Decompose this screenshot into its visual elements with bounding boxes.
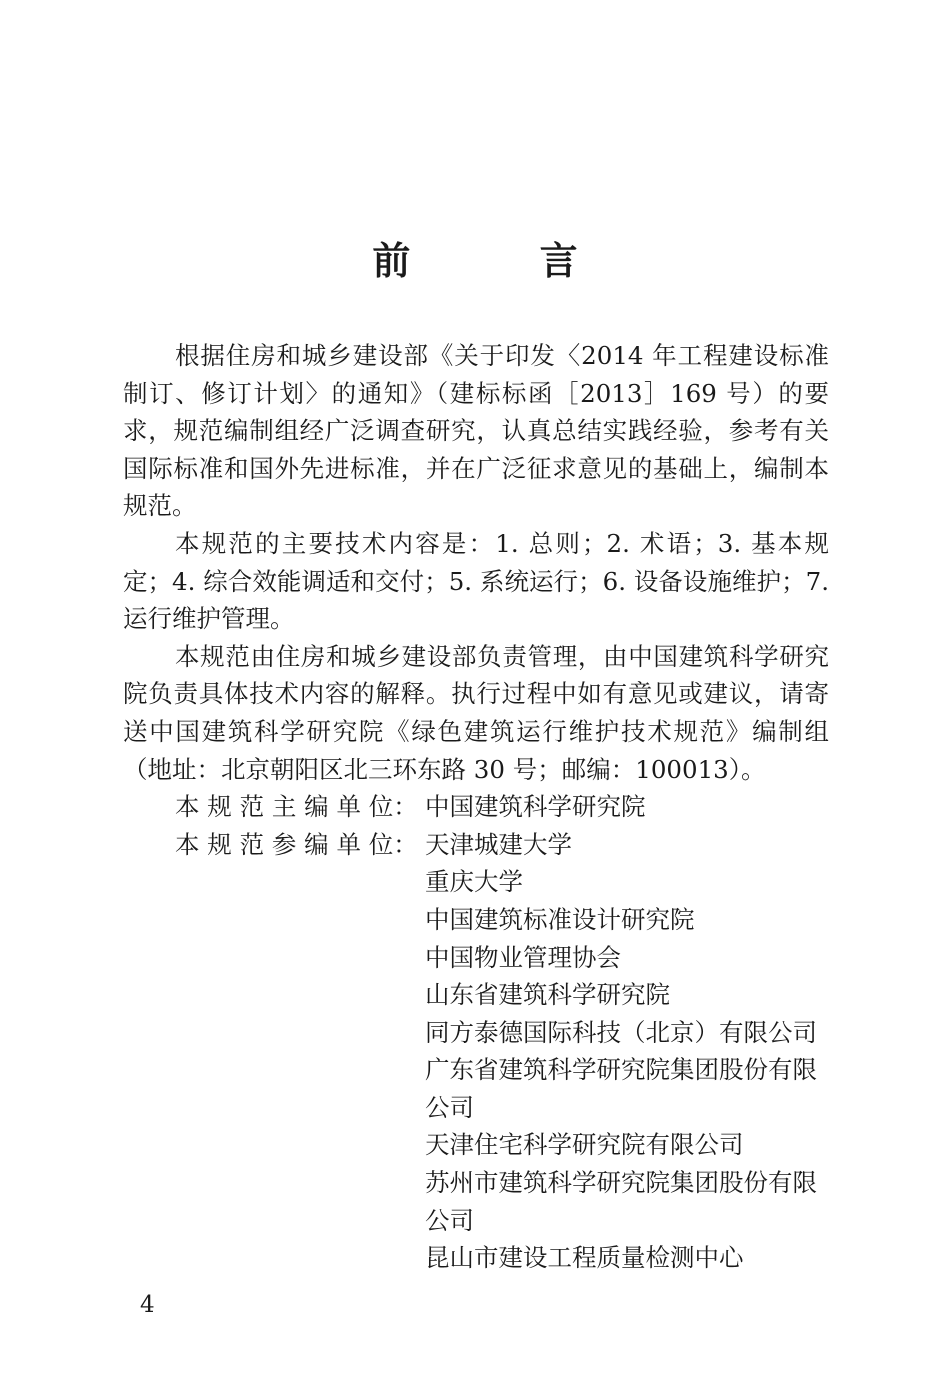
preface-paragraph-basis: 根据住房和城乡建设部《关于印发〈2014 年工程建设标准制订、修订计划〉的通知》（建标标函［2013］169 号）的要求，规范编制组经广泛调查研究，认真总结实践经验，参考有关国际标准和国外先进标准，并在广泛征求意见的基础上，编制本规范。 — [123, 341, 829, 521]
chief-editor-unit: 中国建筑科学研究院 — [425, 792, 646, 822]
participating-unit: 同方泰德国际科技（北京）有限公司 — [425, 1017, 817, 1047]
participating-unit: 广东省建筑科学研究院集团股份有限公司 — [425, 1055, 817, 1122]
chief-editor-unit-label: 本 规 范 主 编 单 位： — [175, 792, 418, 822]
participating-unit-first: 天津城建大学 — [425, 829, 572, 859]
preface-paragraph-management: 本规范由住房和城乡建设部负责管理，由中国建筑科学研究院负责具体技术内容的解释。执行过程中如有意见或建议，请寄送中国建筑科学研究院《绿色建筑运行维护技术规范》编制组（地址：北京朝阳区北三环东路 30 号；邮编：100013）。 — [123, 641, 829, 784]
page-title: 前 言 — [372, 238, 636, 283]
preface-paragraph-contents: 本规范的主要技术内容是：1. 总则；2. 术语；3. 基本规定；4. 综合效能调适和交付；5. 系统运行；6. 设备设施维护；7. 运行维护管理。 — [123, 528, 829, 634]
participating-unit: 苏州市建筑科学研究院集团股份有限公司 — [425, 1168, 817, 1235]
participating-unit: 中国建筑标准设计研究院 — [425, 904, 695, 934]
participating-unit: 中国物业管理协会 — [425, 942, 621, 972]
preface-body — [123, 337, 829, 1277]
participating-unit-label: 本 规 范 参 编 单 位： — [175, 829, 418, 859]
participating-unit: 重庆大学 — [425, 867, 523, 897]
participating-unit: 昆山市建设工程质量检测中心 — [425, 1243, 744, 1273]
participating-unit-list — [425, 863, 829, 1277]
page-number: 4 — [140, 1292, 155, 1318]
participating-unit: 天津住宅科学研究院有限公司 — [425, 1130, 744, 1160]
participating-unit: 山东省建筑科学研究院 — [425, 980, 670, 1010]
participating-unit-row — [175, 826, 829, 864]
chief-editor-unit-row — [175, 788, 829, 826]
